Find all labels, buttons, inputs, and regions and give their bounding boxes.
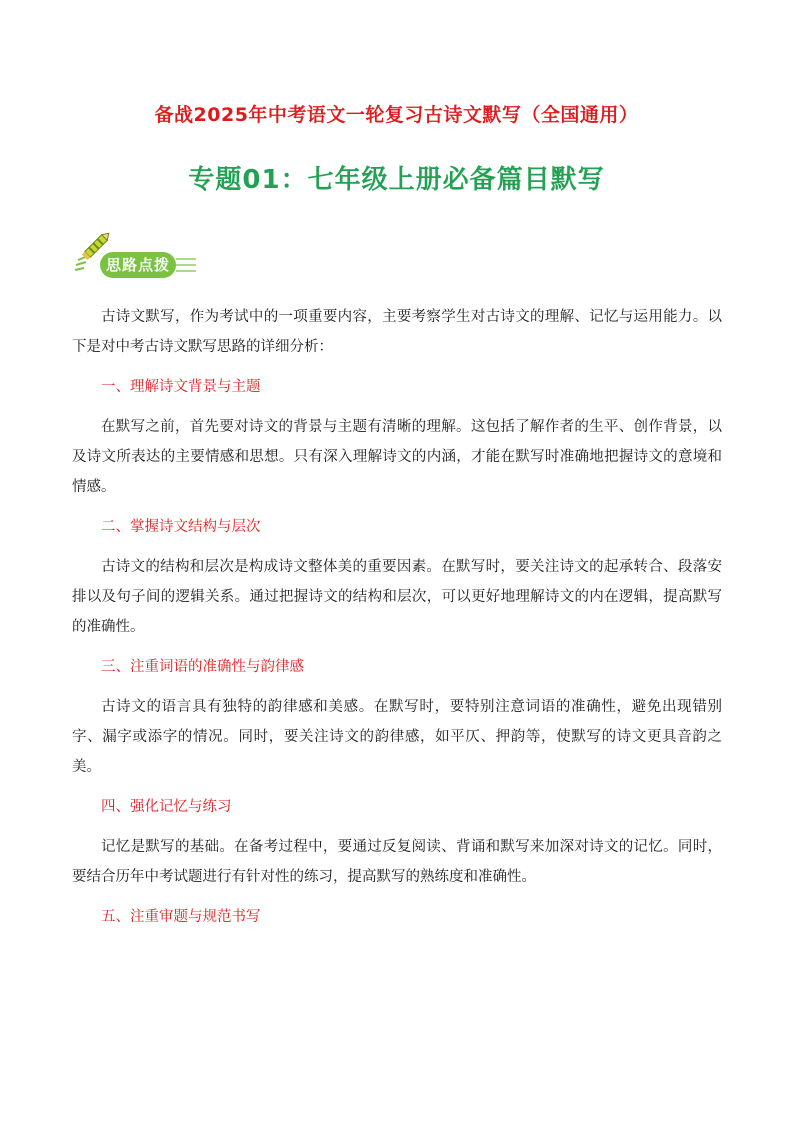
section-body-4: 记忆是默写的基础。在备考过程中，要通过反复阅读、背诵和默写来加深对诗文的记忆。同时，要结合历年中考试题进行有针对性的练习，提高默写的熟练度和准确性。 <box>72 839 722 885</box>
section-body-1: 在默写之前，首先要对诗文的背景与主题有清晰的理解。这包括了解作者的生平、创作背景，以及诗文所表达的主要情感和思想。只有深入理解诗文的内涵，才能在默写时准确地把握诗文的意境和情感。 <box>72 419 722 495</box>
section-heading-5: 五、注重审题与规范书写 <box>101 909 261 925</box>
section-heading-1: 一、理解诗文背景与主题 <box>101 379 261 395</box>
intro-paragraph: 古诗文默写，作为考试中的一项重要内容，主要考察学生对古诗文的理解、记忆与运用能力。以下是对中考古诗文默写思路的详细分析： <box>72 309 722 355</box>
section-heading-2: 二、掌握诗文结构与层次 <box>101 519 261 535</box>
section-heading-3: 三、注重词语的准确性与韵律感 <box>101 659 304 675</box>
section-heading-4: 四、强化记忆与练习 <box>101 799 232 815</box>
document-body <box>72 302 722 942</box>
section-body-3: 古诗文的语言具有独特的韵律感和美感。在默写时，要特别注意词语的准确性，避免出现错别字、漏字或添字的情况。同时，要关注诗文的韵律感，如平仄、押韵等，使默写的诗文更具音韵之美。 <box>72 699 722 775</box>
badge-label: 思路点拨 <box>105 256 170 274</box>
document-subtitle: 专题01：七年级上册必备篇目默写 <box>188 165 605 195</box>
document-title: 备战2025年中考语文一轮复习古诗文默写（全国通用） <box>154 104 639 126</box>
section-badge <box>72 232 202 280</box>
section-body-2: 古诗文的结构和层次是构成诗文整体美的重要因素。在默写时，要关注诗文的起承转合、段落安排以及句子间的逻辑关系。通过把握诗文的结构和层次，可以更好地理解诗文的内在逻辑，提高默写的准确性。 <box>72 559 722 635</box>
